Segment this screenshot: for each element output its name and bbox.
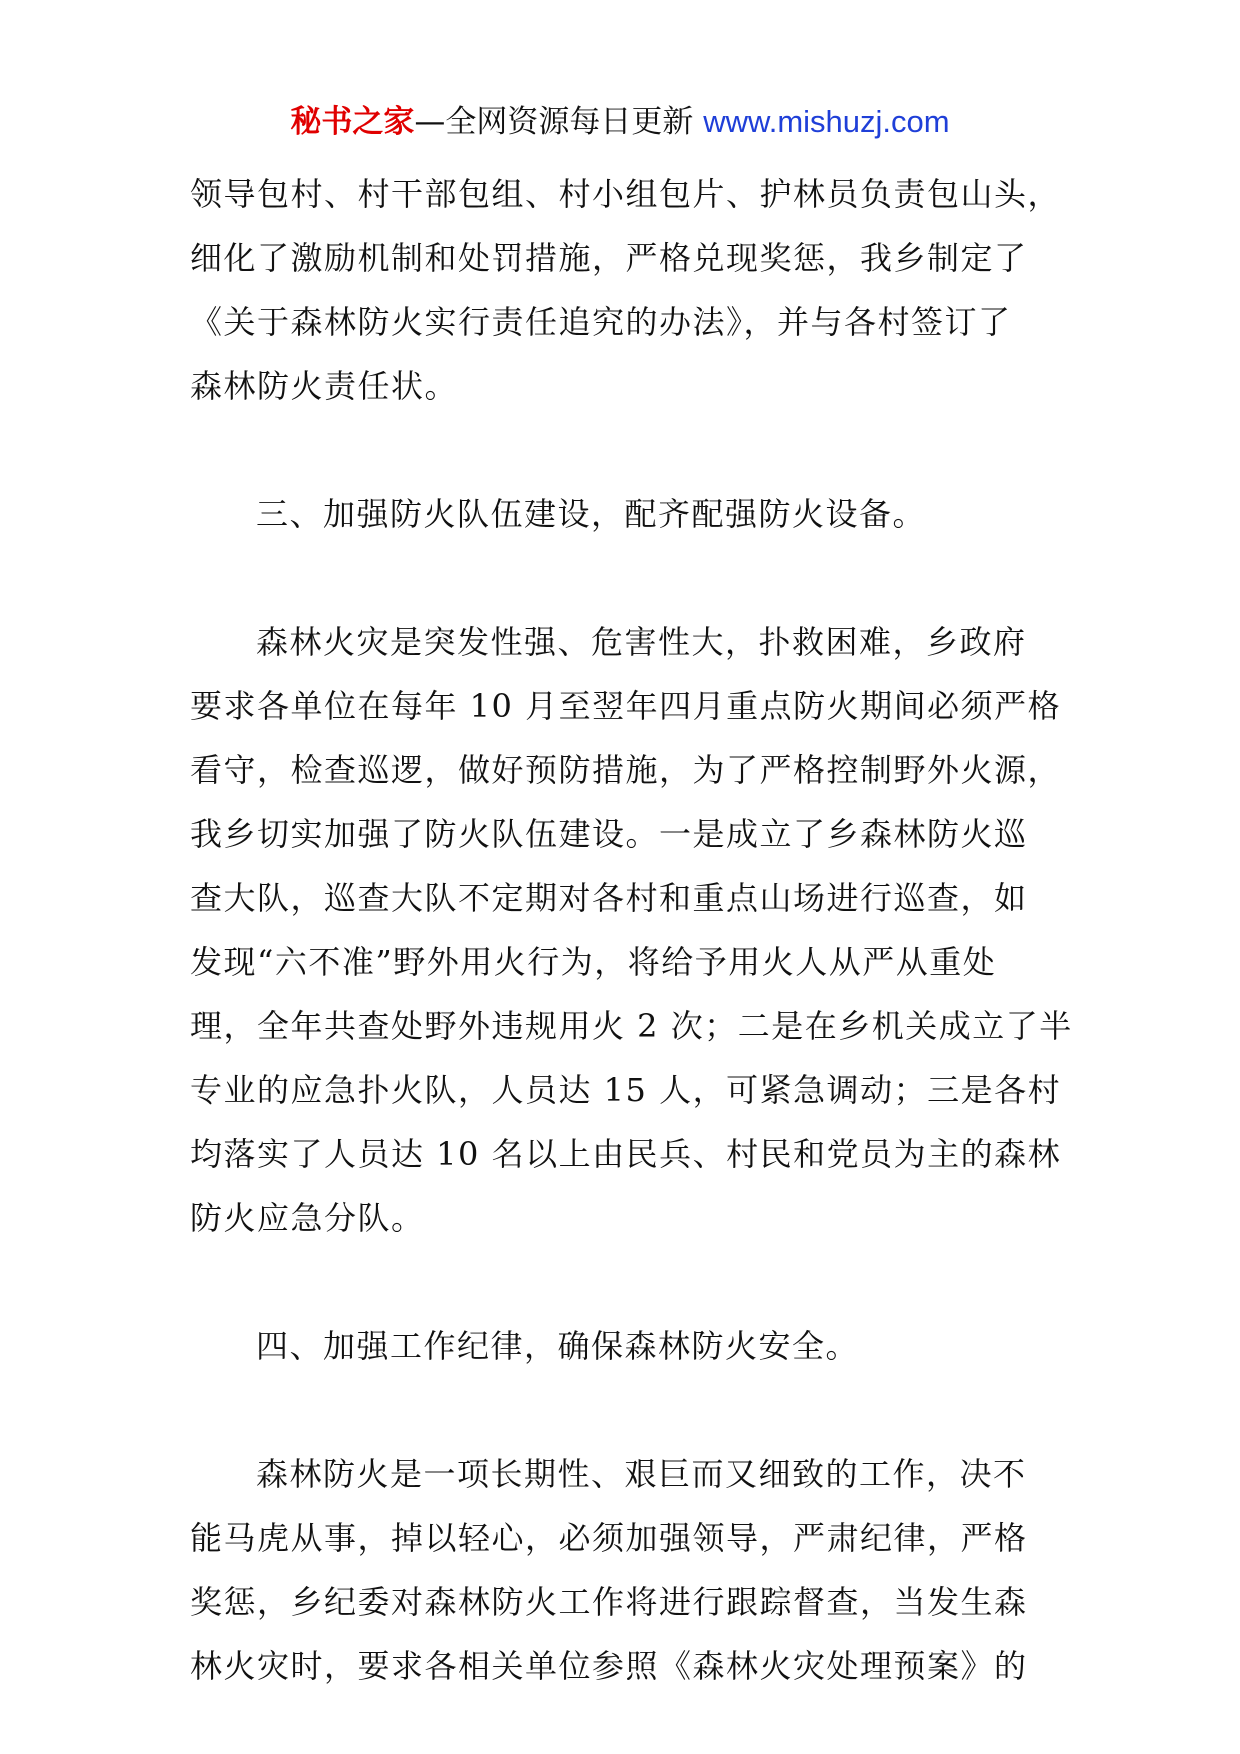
text-line: 森林防火是一项长期性、艰巨而又细致的工作，决不 [256,1455,1027,1493]
text-line: 均落实了人员达 10 名以上由民兵、村民和党员为主的森林 [190,1135,1062,1173]
text-line: 我乡切实加强了防火队伍建设。一是成立了乡森林防火巡 [190,815,1028,853]
text-line: 防火应急分队。 [190,1199,425,1237]
text-line: 森林防火责任状。 [190,367,459,405]
text-line: 领导包村、村干部包组、村小组包片、护林员负责包山头， [190,175,1062,213]
text-line: 要求各单位在每年 10 月至翌年四月重点防火期间必须严格 [190,687,1062,725]
brand-name: 秘书之家 [290,104,415,140]
section-heading: 四、加强工作纪律，确保森林防火安全。 [256,1327,860,1365]
text-line: 奖惩，乡纪委对森林防火工作将进行跟踪督查，当发生森 [190,1583,1028,1621]
text-line: 专业的应急扑火队，人员达 15 人，可紧急调动；三是各村 [190,1071,1062,1109]
page-header [0,100,1240,144]
section-heading: 三、加强防火队伍建设，配齐配强防火设备。 [256,495,927,533]
text-line: 查大队，巡查大队不定期对各村和重点山场进行巡查，如 [190,879,1028,917]
paragraph-gap [190,1378,1050,1442]
paragraph-gap [190,418,1050,482]
text-line: 看守，检查巡逻，做好预防措施，为了严格控制野外火源， [190,751,1062,789]
header-tagline: —全网资源每日更新 [414,104,694,140]
text-line: 发现“六不准”野外用火行为，将给予用火人从严从重处 [190,943,997,981]
text-line: 《关于森林防火实行责任追究的办法》，并与各村签订了 [190,303,1012,341]
paragraph-gap [190,546,1050,610]
site-url-link[interactable]: www.mishuzj.com [703,104,950,139]
document-body [190,162,1073,1698]
text-line: 森林火灾是突发性强、危害性大，扑救困难，乡政府 [256,623,1027,661]
text-line: 能马虎从事，掉以轻心，必须加强领导，严肃纪律，严格 [190,1519,1028,1557]
text-line: 细化了激励机制和处罚措施，严格兑现奖惩，我乡制定了 [190,239,1028,277]
text-line: 林火灾时，要求各相关单位参照《森林火灾处理预案》的 [190,1647,1028,1685]
text-line: 理，全年共查处野外违规用火 2 次；二是在乡机关成立了半 [190,1007,1073,1045]
paragraph-gap [190,1250,1050,1314]
